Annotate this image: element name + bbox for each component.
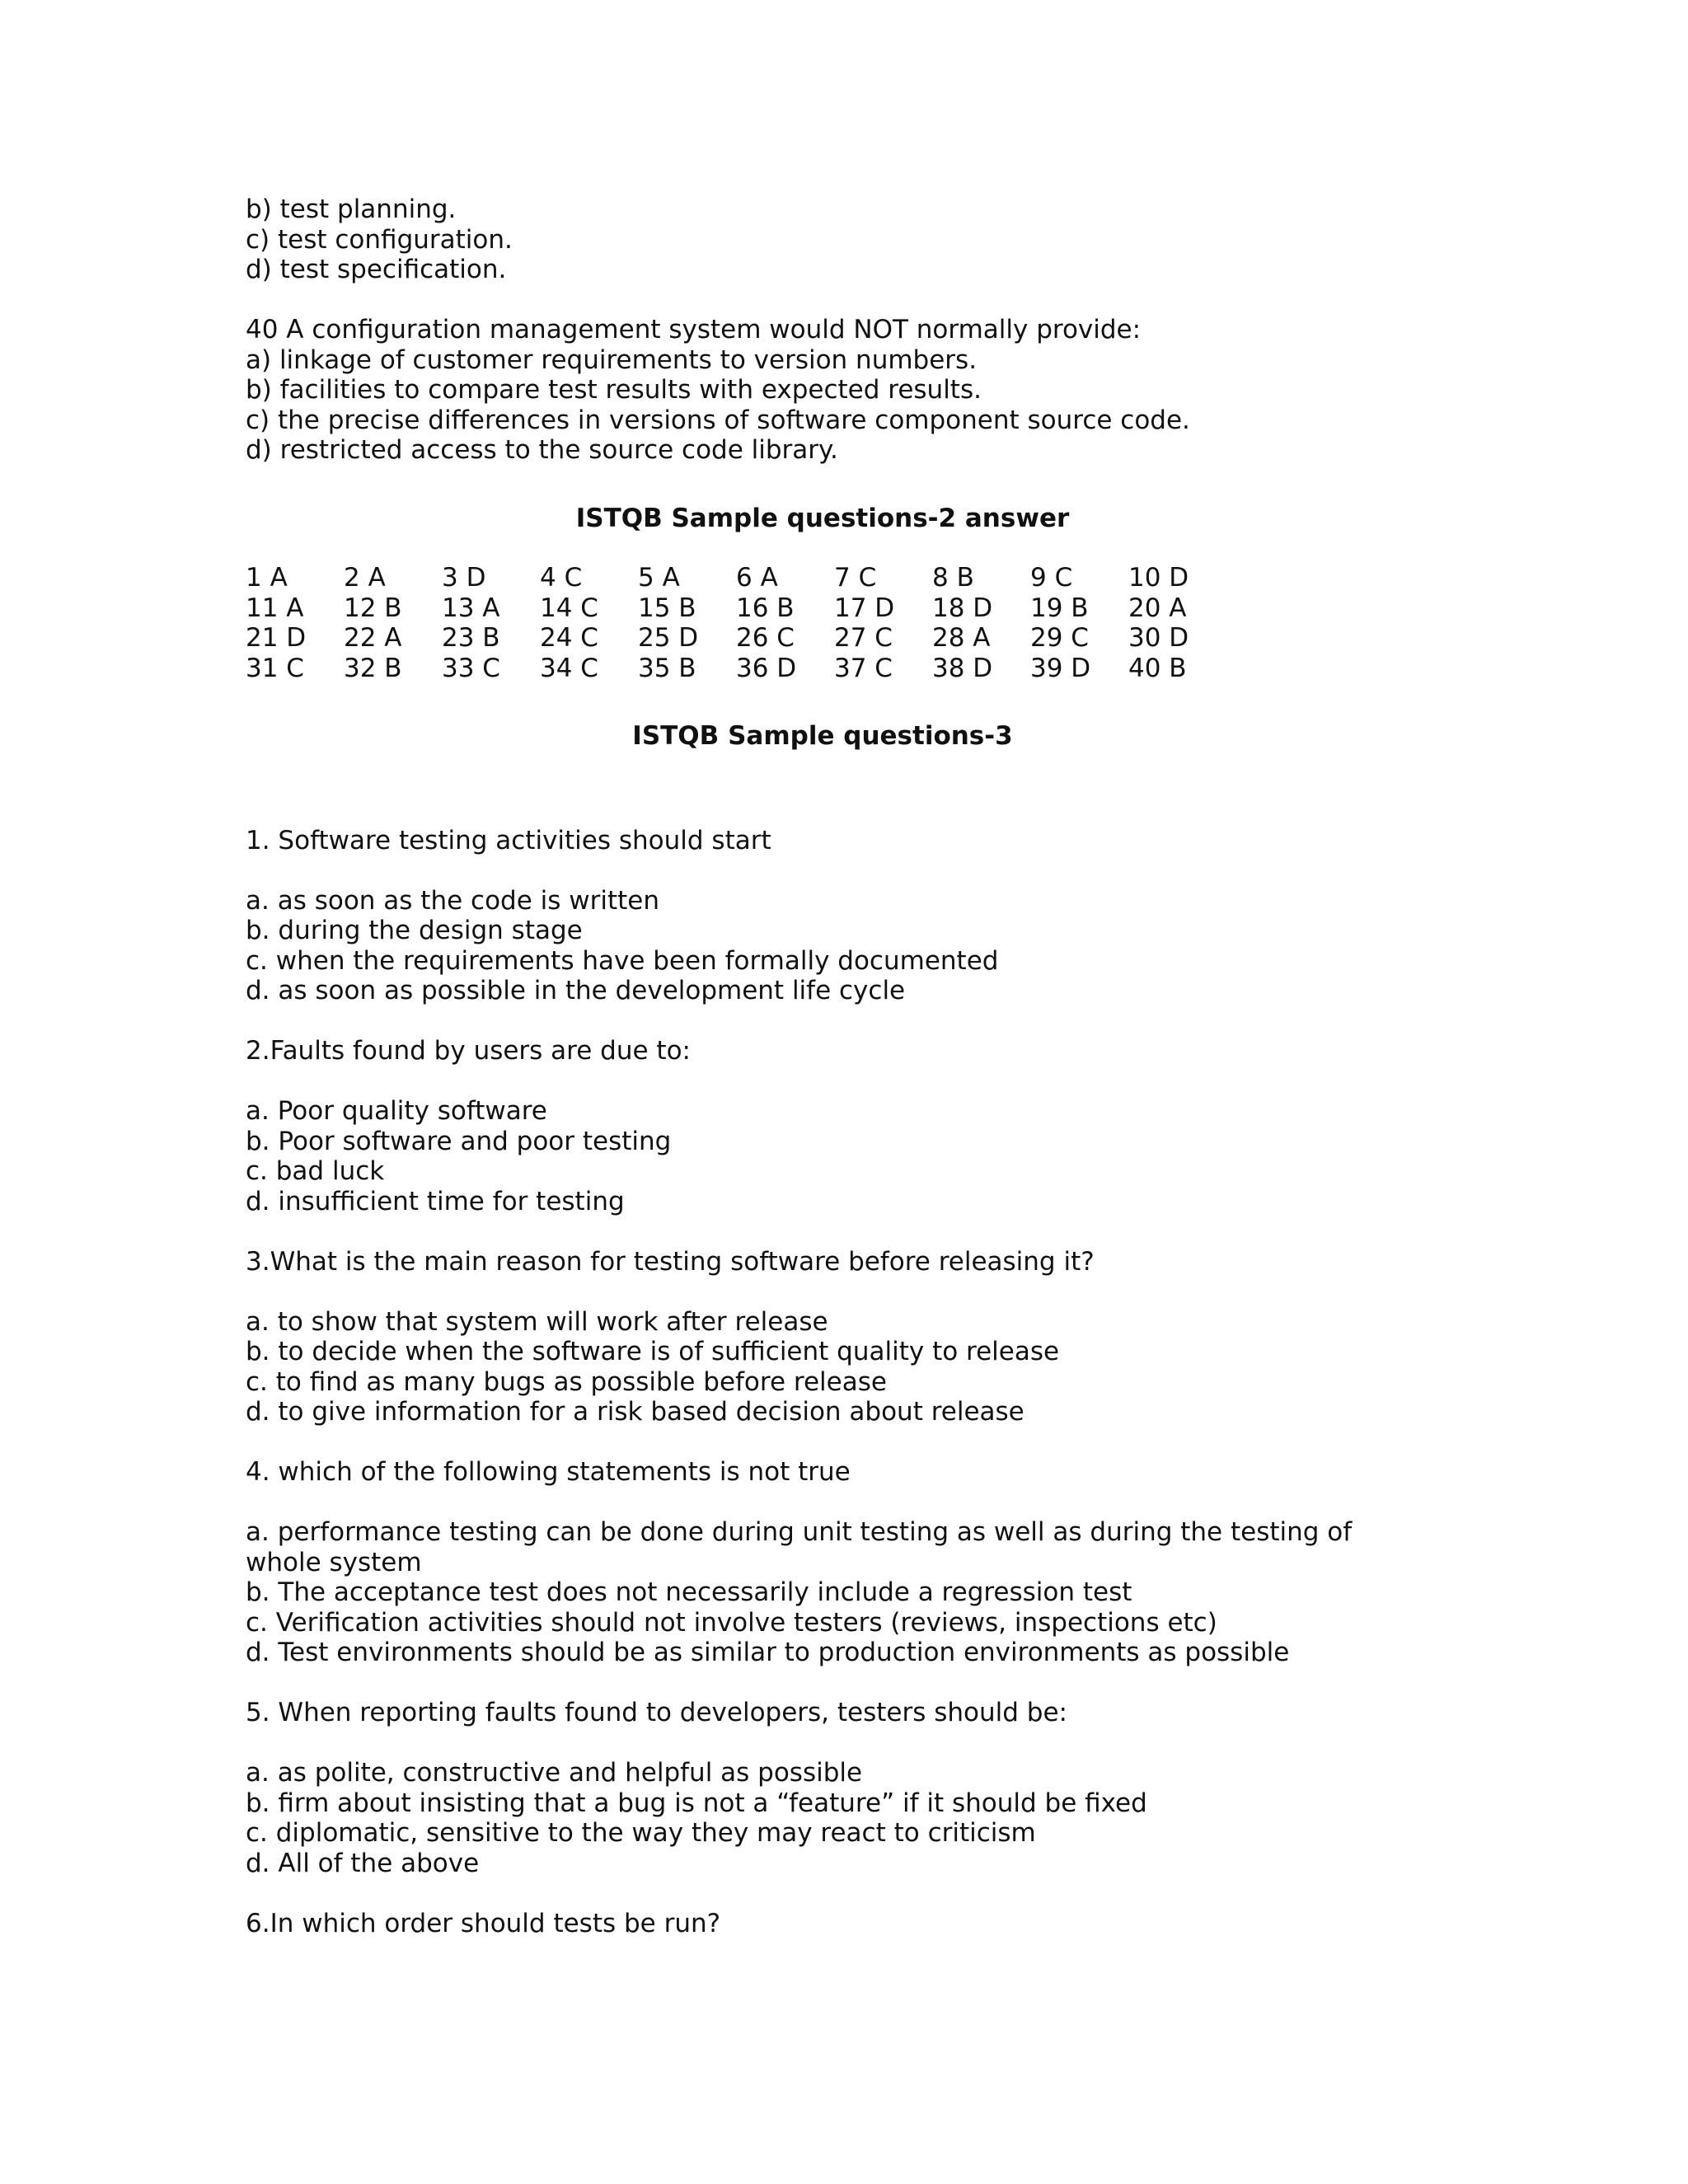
- answer-key-heading: ISTQB Sample questions-2 answer: [575, 503, 1070, 533]
- question-2: 2.Faults found by users are due to:: [246, 1036, 691, 1066]
- question-4-option-b: b. The acceptance test does not necessarily include a regression test: [246, 1577, 1132, 1607]
- question-40-option-d: d) restricted access to the source code library.: [246, 435, 838, 465]
- answer-cell: 14 C: [540, 593, 598, 623]
- answer-cell: 32 B: [344, 653, 402, 683]
- answer-cell: 22 A: [344, 623, 402, 653]
- answer-cell: 23 B: [442, 623, 500, 653]
- question-4-option-d: d. Test environments should be as similar to production environments as possible: [246, 1638, 1290, 1667]
- question-3: 3.What is the main reason for testing software before releasing it?: [246, 1246, 1095, 1277]
- answer-cell: 5 A: [638, 563, 680, 593]
- prev-option-b: b) test planning.: [246, 194, 457, 224]
- answer-cell: 13 A: [442, 593, 500, 623]
- question-4-option-a: a. performance testing can be done during unit testing as well as during the testing of whole system: [246, 1517, 1353, 1577]
- prev-option-c: c) test configuration.: [246, 224, 513, 255]
- answer-cell: 7 C: [834, 563, 877, 593]
- answer-cell: 10 D: [1128, 563, 1189, 593]
- answer-cell: 34 C: [540, 653, 598, 683]
- answer-cell: 4 C: [540, 563, 583, 593]
- question-4: 4. which of the following statements is not true: [246, 1457, 851, 1487]
- prev-option-d: d) test specification.: [246, 255, 507, 284]
- answer-cell: 11 A: [246, 593, 304, 623]
- question-5-option-b: b. firm about insisting that a bug is not a “feature” if it should be fixed: [246, 1788, 1147, 1818]
- answer-cell: 38 D: [932, 653, 993, 683]
- question-2-option-c: c. bad luck: [246, 1156, 385, 1186]
- answer-cell: 27 C: [834, 623, 893, 653]
- answer-cell: 12 B: [344, 593, 402, 623]
- answer-cell: 6 A: [736, 563, 778, 593]
- answer-cell: 40 B: [1128, 653, 1187, 683]
- answer-cell: 36 D: [736, 653, 797, 683]
- question-5-option-c: c. diplomatic, sensitive to the way they may react to criticism: [246, 1818, 1036, 1848]
- answer-cell: 21 D: [246, 623, 307, 653]
- question-1-option-c: c. when the requirements have been formally documented: [246, 945, 999, 976]
- answer-cell: 37 C: [834, 653, 893, 683]
- question-5-option-a: a. as polite, constructive and helpful as possible: [246, 1758, 863, 1788]
- question-1-option-a: a. as soon as the code is written: [246, 885, 659, 916]
- answer-cell: 30 D: [1128, 623, 1189, 653]
- answer-cell: 28 A: [932, 623, 991, 653]
- answer-cell: 18 D: [932, 593, 993, 623]
- answer-cell: 3 D: [442, 563, 486, 593]
- question-5-option-d: d. All of the above: [246, 1848, 480, 1878]
- answer-cell: 2 A: [344, 563, 386, 593]
- section-heading: ISTQB Sample questions-3: [632, 721, 1013, 751]
- answer-key-grid: [246, 563, 1564, 683]
- answer-cell: 35 B: [638, 653, 696, 683]
- question-2-option-a: a. Poor quality software: [246, 1096, 547, 1126]
- question-40: 40 A configuration management system would NOT normally provide:: [246, 315, 1142, 344]
- answer-cell: 9 C: [1030, 563, 1073, 593]
- answer-cell: 16 B: [736, 593, 795, 623]
- question-1-option-b: b. during the design stage: [246, 916, 583, 945]
- answer-cell: 20 A: [1128, 593, 1187, 623]
- answer-cell: 17 D: [834, 593, 895, 623]
- question-1: 1. Software testing activities should start: [246, 825, 771, 855]
- question-1-option-d: d. as soon as possible in the development life cycle: [246, 976, 906, 1005]
- question-2-option-d: d. insufficient time for testing: [246, 1186, 625, 1216]
- question-3-option-c: c. to find as many bugs as possible before release: [246, 1366, 887, 1397]
- question-6: 6.In which order should tests be run?: [246, 1908, 721, 1938]
- answer-cell: 31 C: [246, 653, 304, 683]
- answer-cell: 1 A: [246, 563, 288, 593]
- answer-cell: 15 B: [638, 593, 696, 623]
- answer-cell: 33 C: [442, 653, 500, 683]
- answer-cell: 39 D: [1030, 653, 1091, 683]
- question-3-option-a: a. to show that system will work after release: [246, 1306, 828, 1337]
- answer-cell: 25 D: [638, 623, 699, 653]
- question-3-option-d: d. to give information for a risk based decision about release: [246, 1397, 1025, 1427]
- answer-cell: 8 B: [932, 563, 974, 593]
- question-4-option-c: c. Verification activities should not involve testers (reviews, inspections etc): [246, 1607, 1217, 1638]
- question-40-option-c: c) the precise differences in versions of software component source code.: [246, 405, 1190, 435]
- answer-cell: 19 B: [1030, 593, 1089, 623]
- question-5: 5. When reporting faults found to developers, testers should be:: [246, 1698, 1067, 1727]
- question-2-option-b: b. Poor software and poor testing: [246, 1126, 672, 1156]
- document-page: [246, 194, 1564, 1938]
- answer-cell: 26 C: [736, 623, 795, 653]
- question-3-option-b: b. to decide when the software is of sufficient quality to release: [246, 1337, 1060, 1366]
- question-40-option-a: a) linkage of customer requirements to version numbers.: [246, 344, 978, 375]
- answer-cell: 24 C: [540, 623, 598, 653]
- question-40-option-b: b) facilities to compare test results with expected results.: [246, 375, 982, 405]
- answer-cell: 29 C: [1030, 623, 1089, 653]
